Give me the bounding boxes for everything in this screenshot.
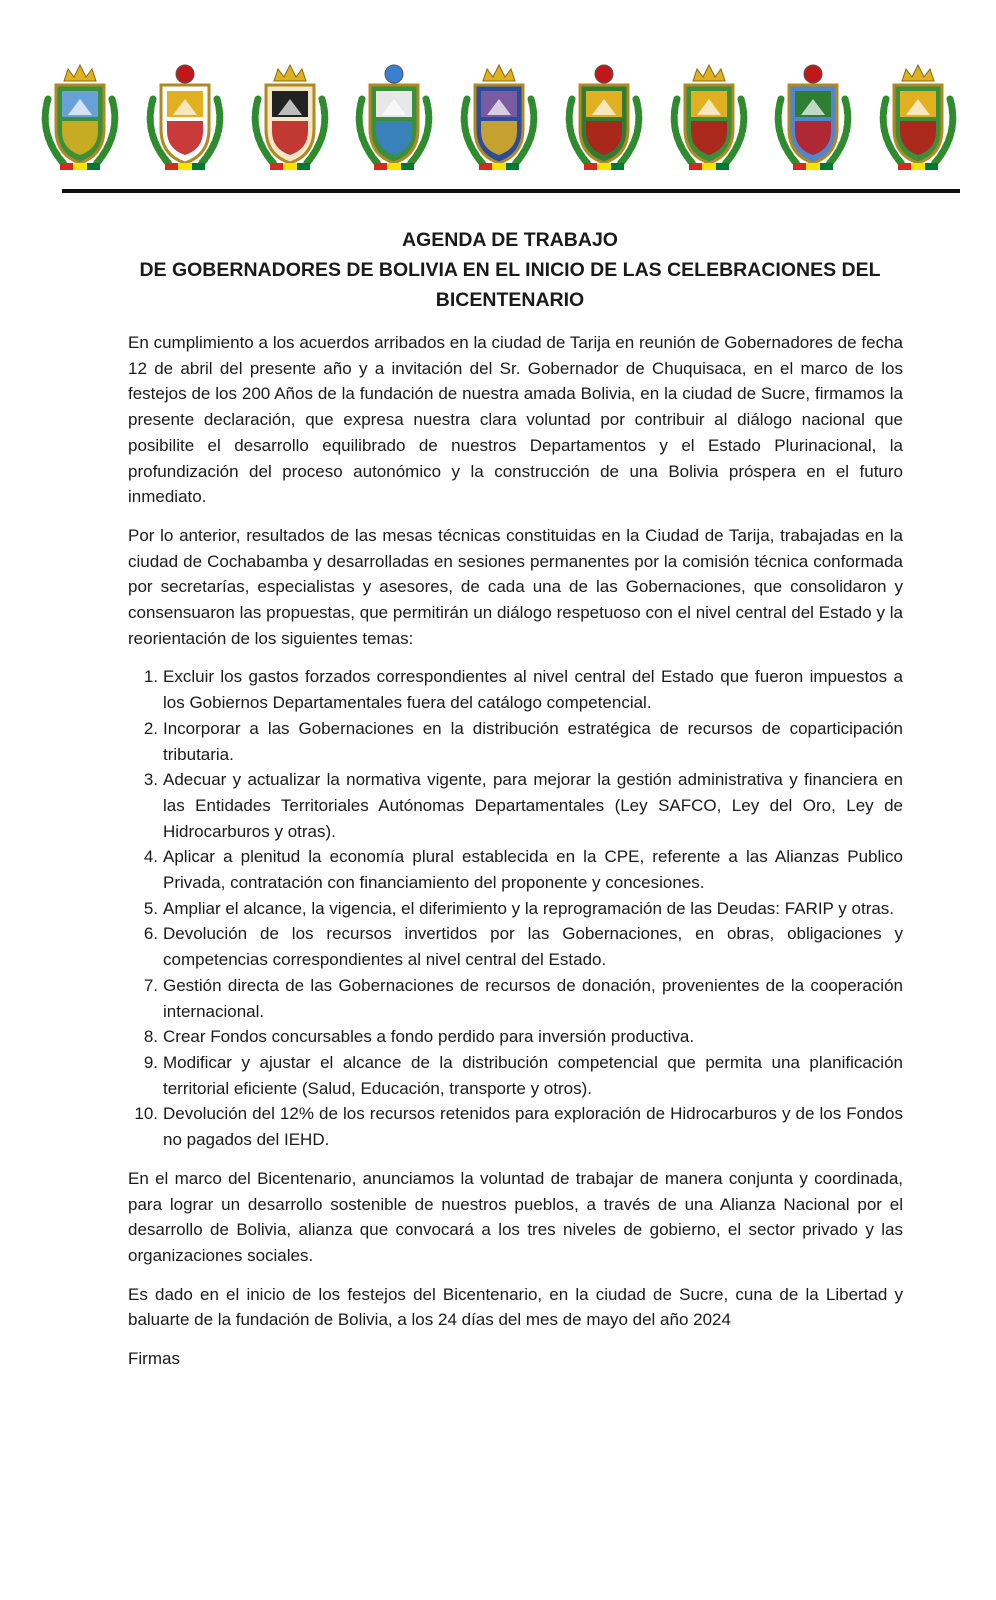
agenda-item-text: Gestión directa de las Gobernaciones de recursos de donación, provenientes de la cooperación internacional. (163, 975, 903, 1021)
closing-paragraph: Es dado en el inicio de los festejos del Bicentenario, en la ciudad de Sucre, cuna de la Libertad y baluarte de la fundación de Bolivia, a los 24 días del mes de mayo del año 2024 (128, 1284, 903, 1330)
agenda-item-number: 5. (143, 898, 158, 918)
agenda-item-number: 9. (143, 1052, 158, 1072)
agenda-item-number: 2. (143, 718, 158, 738)
title-line-2: DE GOBERNADORES DE BOLIVIA EN EL INICIO DE LAS CELEBRACIONES DEL (139, 259, 881, 281)
agenda-item-text: Crear Fondos concursables a fondo perdido para inversión productiva. (163, 1027, 695, 1047)
agenda-item-number: 1. (143, 667, 158, 687)
agenda-item (128, 921, 903, 972)
agenda-item-number: 10. (134, 1104, 158, 1124)
agenda-item (128, 664, 903, 715)
agenda-item-text: Excluir los gastos forzados correspondientes al nivel central del Estado que fueron impuestos a los Gobiernos Departamentales fuera del catálogo competencial. (163, 667, 903, 713)
title-line-3: BICENTENARIO (435, 289, 585, 311)
crest-4-emblem (348, 59, 440, 177)
crest-1-emblem (34, 59, 126, 177)
agenda-item-text: Devolución del 12% de los recursos retenidos para exploración de Hidrocarburos y de los Fondos no pagados del IEHD. (163, 1104, 903, 1150)
crest-8-emblem (767, 59, 859, 177)
agenda-item (128, 767, 903, 844)
agenda-item-text: Incorporar a las Gobernaciones en la distribución estratégica de recursos de coparticipación tributaria. (163, 718, 903, 764)
crest-9-emblem (872, 59, 964, 177)
crest-6-emblem (558, 59, 650, 177)
crest-7-emblem (663, 59, 755, 177)
agenda-item-number: 6. (143, 924, 158, 944)
agenda-list (128, 664, 903, 1152)
crest-3-emblem (244, 59, 336, 177)
signatures-label: Firmas (128, 1349, 180, 1369)
agenda-item (128, 716, 903, 767)
agenda-item (128, 844, 903, 895)
agenda-item-number: 3. (143, 770, 158, 790)
agenda-item (128, 896, 903, 922)
document-body (128, 330, 903, 1372)
header-rule (62, 189, 960, 193)
crest-2-emblem (139, 59, 231, 177)
title-line-1: AGENDA DE TRABAJO (402, 229, 618, 251)
agenda-item-text: Devolución de los recursos invertidos por las Gobernaciones, en obras, obligaciones y competencias correspondientes al nivel central del Estado. (163, 924, 903, 970)
agenda-item-text: Ampliar el alcance, la vigencia, el diferimiento y la reprogramación de las Deudas: FARIP y otras. (163, 898, 895, 918)
crest-row (34, 55, 964, 180)
intro-paragraph: En cumplimiento a los acuerdos arribados en la ciudad de Tarija en reunión de Gobernadores de fecha 12 de abril del presente año y a invitación del Sr. Gobernador de Chuquisaca, en el marco de los festejos de los 200 Años de la fundación de nuestra amada Bolivia, en la ciudad de Sucre, firmamos la presente declaración, que expresa nuestra clara voluntad por contribuir al diálogo nacional que posibilite el desarrollo equilibrado de nuestros Departamentos y el Estado Plurinacional, la profundización del proceso autonómico y la construcción de una Bolivia próspera en el futuro inmediato. (128, 333, 903, 507)
agenda-item (128, 1101, 903, 1152)
agenda-item-text: Adecuar y actualizar la normativa vigente, para mejorar la gestión administrativa y financiera en las Entidades Territoriales Autónomas Departamentales (Ley SAFCO, Ley del Oro, Ley de Hidrocarburos y otras). (163, 770, 903, 841)
document-title (60, 225, 960, 315)
agenda-item-number: 7. (143, 975, 158, 995)
agenda-item (128, 1050, 903, 1101)
bicentenario-paragraph: En el marco del Bicentenario, anunciamos la voluntad de trabajar de manera conjunta y coordinada, para lograr un desarrollo sostenible de nuestros pueblos, a través de una Alianza Nacional por el desarrollo de Bolivia, alianza que convocará a los tres niveles de gobierno, el sector privado y las organizaciones sociales. (128, 1168, 903, 1265)
agenda-item-text: Modificar y ajustar el alcance de la distribución competencial que permita una planificación territorial eficiente (Salud, Educación, transporte y otros). (163, 1052, 903, 1098)
agenda-item (128, 1024, 903, 1050)
context-paragraph: Por lo anterior, resultados de las mesas técnicas constituidas en la Ciudad de Tarija, trabajadas en la ciudad de Cochabamba y desarrolladas en sesiones permanentes por la comisión técnica conformada por secretarías, especialistas y asesores, de cada una de las Gobernaciones, que consolidaron y consensuaron las propuestas, que permitirán un diálogo respetuoso con el nivel central del Estado y la reorientación de los siguientes temas: (128, 525, 903, 648)
agenda-item-number: 8. (143, 1027, 158, 1047)
agenda-item-text: Aplicar a plenitud la economía plural establecida en la CPE, referente a las Alianzas Publico Privada, contratación con financiamiento del proponente y concesiones. (163, 847, 903, 893)
crest-5-emblem (453, 59, 545, 177)
agenda-item-number: 4. (143, 847, 158, 867)
agenda-item (128, 973, 903, 1024)
